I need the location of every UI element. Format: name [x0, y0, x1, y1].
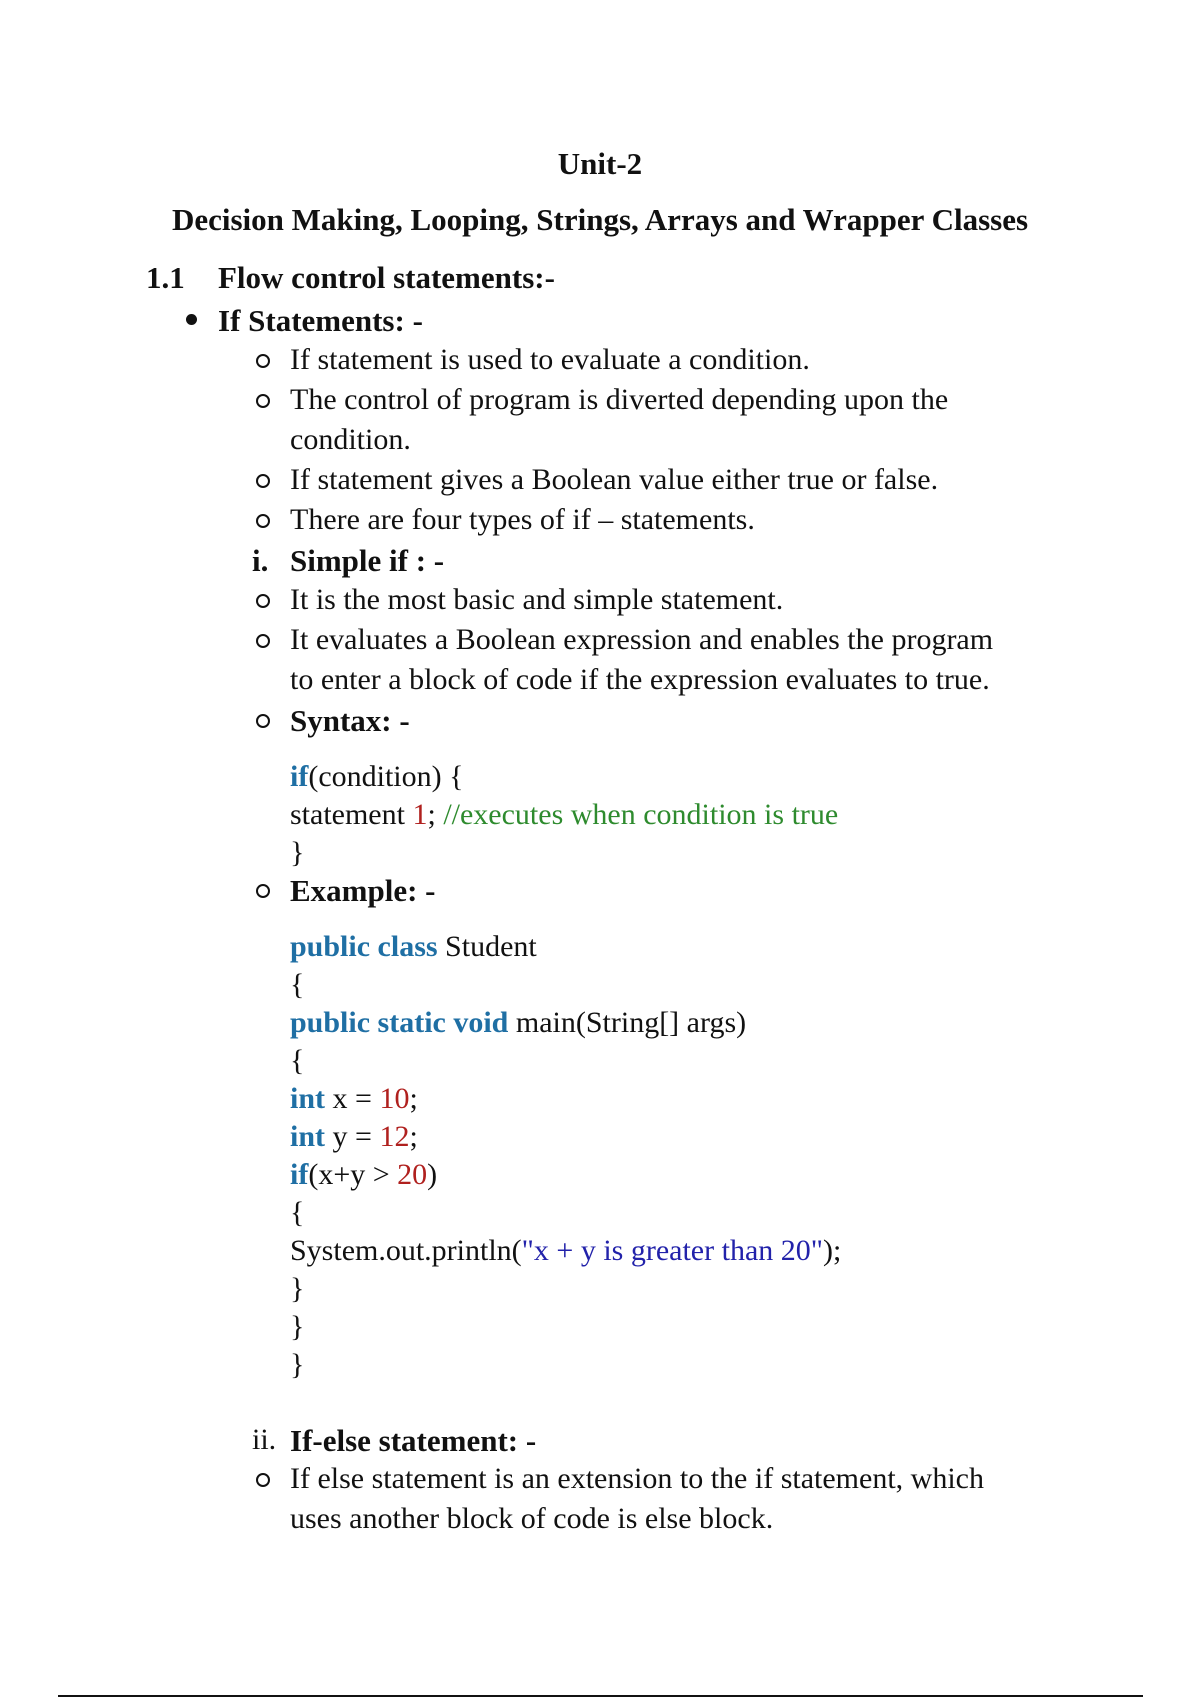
code-text: )	[427, 1158, 438, 1191]
code-keyword: if	[290, 760, 309, 793]
circle-bullet-icon	[256, 594, 270, 608]
code-text: System.out.println(	[290, 1234, 522, 1267]
footer-rule	[58, 1695, 1143, 1697]
circle-bullet-icon	[256, 514, 270, 528]
code-line-example-9	[290, 1236, 841, 1266]
list-item: It is the most basic and simple statement.	[290, 583, 784, 616]
simple-if-numeral: i.	[252, 543, 269, 578]
circle-bullet-icon	[256, 884, 270, 898]
code-keyword: public static void	[290, 1006, 509, 1039]
chapter-subtitle: Decision Making, Looping, Strings, Arrays and Wrapper Classes	[171, 202, 1029, 237]
code-text: (condition) {	[308, 760, 464, 793]
list-item: There are four types of if – statements.	[290, 503, 755, 536]
unit-title: Unit-2	[557, 146, 643, 181]
code-text: ;	[409, 1120, 418, 1153]
list-item: If else statement is an extension to the if statement, which	[290, 1462, 984, 1495]
code-text: y =	[325, 1120, 380, 1153]
circle-bullet-icon	[256, 714, 270, 728]
circle-bullet-icon	[256, 1473, 270, 1487]
code-line-example-5	[290, 1084, 418, 1114]
bullet-dot-icon	[186, 314, 197, 325]
code-line-syntax-3: }	[290, 836, 305, 869]
syntax-label: Syntax: -	[290, 703, 410, 738]
code-line-example-10: }	[290, 1272, 305, 1305]
code-keyword: public class	[290, 930, 438, 963]
code-number: 10	[379, 1082, 410, 1115]
code-string: "x + y is greater than 20"	[521, 1234, 824, 1267]
code-text: Student	[437, 930, 537, 963]
code-keyword: int	[290, 1082, 326, 1115]
code-text: (x+y >	[308, 1158, 398, 1191]
code-text: statement	[290, 798, 413, 831]
code-keyword: if	[290, 1158, 309, 1191]
code-text: x =	[325, 1082, 380, 1115]
code-line-example-8: {	[290, 1196, 305, 1229]
code-number: 1	[412, 798, 428, 831]
circle-bullet-icon	[256, 394, 270, 408]
code-text: main(String[] args)	[508, 1006, 747, 1039]
code-keyword: int	[290, 1120, 326, 1153]
code-line-syntax-2	[290, 800, 838, 830]
code-line-example-2: {	[290, 968, 305, 1001]
example-label: Example: -	[290, 873, 436, 908]
list-item-continuation: to enter a block of code if the expression evaluates to true.	[290, 663, 990, 696]
code-line-example-12: }	[290, 1348, 305, 1381]
code-line-example-3	[290, 1008, 746, 1038]
code-line-syntax-1	[290, 762, 464, 792]
circle-bullet-icon	[256, 474, 270, 488]
circle-bullet-icon	[256, 354, 270, 368]
code-text: ;	[409, 1082, 418, 1115]
code-text: ;	[427, 798, 444, 831]
code-comment: //executes when condition is true	[443, 798, 839, 831]
code-line-example-11: }	[290, 1310, 305, 1343]
circle-bullet-icon	[256, 634, 270, 648]
if-else-heading: If-else statement: -	[290, 1423, 537, 1458]
list-item-continuation: uses another block of code is else block.	[290, 1502, 774, 1535]
list-item: If statement is used to evaluate a condition.	[290, 343, 810, 376]
section-title: Flow control statements:-	[218, 260, 555, 295]
section-number: 1.1	[146, 260, 185, 295]
list-item: It evaluates a Boolean expression and enables the program	[290, 623, 994, 656]
if-else-numeral: ii.	[252, 1423, 277, 1456]
list-item: The control of program is diverted depending upon the	[290, 383, 949, 416]
code-line-example-1	[290, 932, 537, 962]
code-text: );	[823, 1234, 842, 1267]
code-number: 12	[379, 1120, 410, 1153]
list-item: If statement gives a Boolean value either true or false.	[290, 463, 939, 496]
code-number: 20	[397, 1158, 428, 1191]
code-line-example-4: {	[290, 1044, 305, 1077]
list-item-continuation: condition.	[290, 423, 411, 456]
code-line-example-7	[290, 1160, 437, 1190]
if-statements-heading: If Statements: -	[218, 303, 423, 338]
simple-if-heading: Simple if : -	[290, 543, 445, 578]
code-line-example-6	[290, 1122, 418, 1152]
